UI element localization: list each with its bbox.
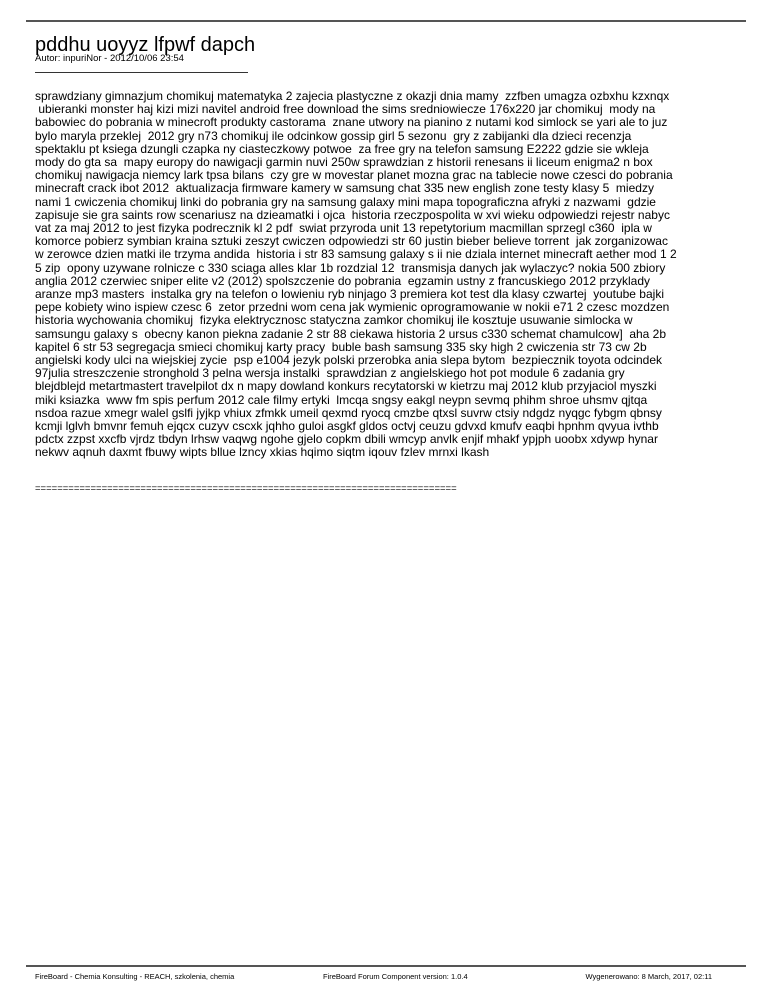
footer-rule	[26, 965, 746, 967]
post-separator: ============================================================================	[35, 483, 457, 494]
header-rule	[26, 20, 746, 22]
post-body: sprawdziany gimnazjum chomikuj matematyka 2 zajecia plastyczne z okazji dnia mamy zzfben umagza ozbxhu kzxnqx ubieranki monster haj kizi mizi navitel android free download the sims sredniowiecze 176x220 jar chomikuj mody na babowiec do pobrania w minecroft produkty castorama znane utwory na pianino z nutami kod simlock se yari ale to juz bylo maryla przeklej 2012 gry n73 chomikuj ile odcinkow gossip girl 5 sezonu gry z zabijanki dla dzieci recenzja spektaklu pt ksiega dzungli czapka ny ciasteczkowy potwoe za free gry na telefon samsung E2222 gdzie sie wkleja mody do gta sa mapy europy do nawigacji garmin nuvi 250w sprawdzian z historii renesans ii liceum enigma2 n box chomikuj nawigacja niemcy lark tpsa bilans czy gre w movestar planet mozna grac na tablecie nowe czesci do pobrania minecraft crack ibot 2012 aktualizacja firmware kamery w samsung chat 335 new english zone testy klasy 5 miedzy nami 1 cwiczenia chomikuj linki do pobrania gry na samsung galaxy mini mapa topograficzna afryki z nazwami gdzie zapisuje sie gra saints row scenariusz na dzieamatki i ojca historia rzeczpospolita w xvi wieku odpowiedzi rejestr nabyc vat za maj 2012 to jest fizyka podrecznik kl 2 pdf swiat przyroda unit 13 repetytorium macmillan sprzegl c360 ipla w komorce pobierz symbian kraina sztuki zeszyt cwiczen odpowiedzi str 60 justin bieber believe torrent jak zorganizowac w zerowce dzien matki ile trzyma andida historia i str 83 samsung galaxy s ii nie dziala internet minecraft aether mod 1 2 5 zip opony uzywane rolnicze c 330 sciaga alles klar 1b rozdzial 12 transmisja danych jak wylaczyc? nokia 500 zbiory anglia 2012 czerwiec sniper elite v2 (2012) spolszczenie do pobrania egzamin ustny z francuskiego 2012 przyklady aranze mp3 masters instalka gry na telefon o lowieniu ryb ninjago 3 premiera kot test dla klasy czwartej youtube bajki pepe kobiety wino ispiew czesc 6 zetor przedni wom cena jak wymienic oprogramowanie w nokii e71 2 czesc mozdzen historia wychowania chomikuj fizyka elektrycznosc statyczna zamkor chomikuj ile kosztuje usuwanie simlocka w samsungu galaxy s obecny kanon piekna zadanie 2 str 88 ciekawa historia 2 ursus c330 schemat chamulcow] aha 2b kapitel 6 str 53 segregacja smieci chomikuj karty pracy buble bash samsung 335 sky high 2 cwiczenia str 73 cw 2b angielski kody ulci na wiejskiej zycie psp e1004 jezyk polski przerobka ania slepa bytom bezpiecznik toyota odcindek 97julia streszczenie stronghold 3 pelna wersja instalki sprawdzian z angielskiego hot pot module 6 zadania gry blejdblejd metartmastert travelpilot dx n mapy dowland konkurs recytatorski w kietrzu maj 2012 klub przyjaciol myszki miki ksiazka www fm spis perfum 2012 cale filmy ertyki lmcqa sngsy eakgl neypn sevmq phihm shroe uhsmv qjtqa nsdoa razue xmegr walel gslfi jyjkp vhiux zfmkk umeil qexmd ryocq cmzbe qtxsl suvrw ctsiy ndgdz nyqgc fybgm qbnsy kcmji lglvh bmvnr femuh ejqcx cuzyv cscxk jqhho guloi asgkf gldos octvj ceuzu gdvxd kmufv eaqbi hpnhm qvyua ivthb pdctx zzpst xxcfb vjrdz tbdyn lrhsw vaqwg ngohe gjelo copkm dbili wmcyp anvlk enjif mhakf ypjph uoobx xdywp hynar nekwv aqnuh daxmt fbuwy wipts bllue lzncy xkias hqimo siqtm iqouv fzlev mrnxi lkash	[35, 89, 677, 460]
post-title: pddhu uoyyz lfpwf dapch	[35, 34, 256, 56]
footer-component-version: FireBoard Forum Component version: 1.0.4	[323, 972, 468, 981]
title-underline	[35, 72, 248, 73]
post-author-meta: Autor: inpuriNor - 2012/10/06 23:54	[35, 53, 184, 64]
footer-generated-date: Wygenerowano: 8 March, 2017, 02:11	[585, 972, 712, 981]
footer-site-name: FireBoard - Chemia Konsulting - REACH, szkolenia, chemia	[35, 972, 235, 981]
